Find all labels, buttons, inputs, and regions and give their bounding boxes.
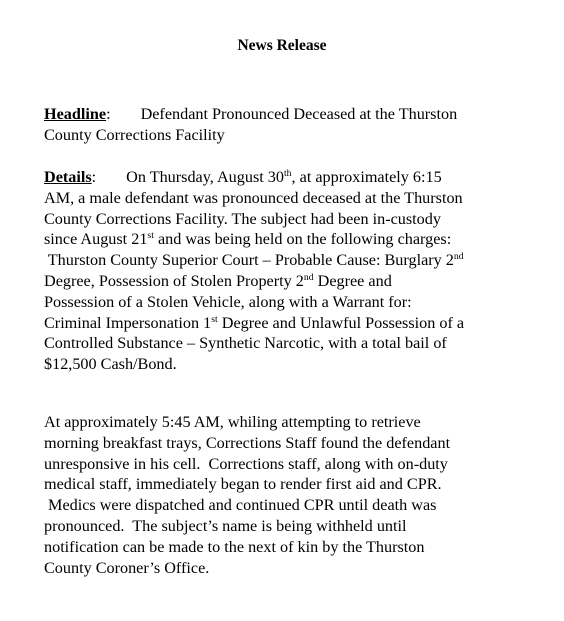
headline-colon: : bbox=[106, 105, 111, 123]
details-text: On Thursday, August 30 bbox=[126, 168, 284, 186]
headline-label: Headline bbox=[44, 105, 107, 123]
details-text: Criminal Impersonation 1 bbox=[44, 313, 212, 332]
details-line-8 bbox=[44, 313, 544, 334]
headline-section bbox=[44, 104, 544, 146]
details-line-6 bbox=[44, 271, 544, 292]
superscript: nd bbox=[303, 272, 314, 284]
paragraph-line-1: At approximately 5:45 AM, whiling attempting to retrieve bbox=[44, 413, 421, 431]
superscript: nd bbox=[453, 251, 464, 263]
details-line-1 bbox=[44, 167, 544, 188]
incident-paragraph bbox=[44, 412, 544, 578]
details-label: Details bbox=[44, 168, 92, 186]
details-text: Degree and bbox=[313, 271, 392, 290]
superscript: st bbox=[211, 313, 218, 325]
headline-text-1: Defendant Pronounced Deceased at the Thurston bbox=[140, 105, 458, 123]
paragraph-line-3: unresponsive in his cell. Corrections staff, along with on-duty bbox=[44, 454, 448, 473]
paragraph-line-7: notification can be made to the next of kin by the Thurston bbox=[44, 537, 425, 556]
page-title: News Release bbox=[237, 37, 327, 54]
paragraph-line-2: morning breakfast trays, Corrections Staff found the defendant bbox=[44, 433, 451, 452]
details-colon: : bbox=[91, 168, 97, 186]
details-line-4 bbox=[44, 229, 544, 250]
details-line-9: Controlled Substance – Synthetic Narcotic, with a total bail of bbox=[44, 334, 447, 353]
details-text: since August 21 bbox=[44, 230, 148, 249]
details-text: Degree, Possession of Stolen Property 2 bbox=[44, 271, 304, 290]
headline-line-2: County Corrections Facility bbox=[44, 125, 225, 144]
details-line-7: Possession of a Stolen Vehicle, along with a Warrant for: bbox=[44, 292, 412, 311]
details-text: and was being held on the following charges: bbox=[153, 230, 452, 249]
superscript: st bbox=[147, 230, 154, 242]
details-line-5 bbox=[44, 250, 544, 271]
headline-line-1 bbox=[44, 104, 544, 125]
details-line-2: AM, a male defendant was pronounced deceased at the Thurston bbox=[44, 188, 463, 207]
paragraph-line-5: Medics were dispatched and continued CPR until death was bbox=[44, 496, 437, 515]
details-text: , at approximately 6:15 bbox=[291, 168, 442, 186]
paragraph-line-4: medical staff, immediately began to render first aid and CPR. bbox=[44, 475, 442, 494]
details-text: Thurston County Superior Court – Probable Cause: Burglary 2 bbox=[44, 251, 454, 270]
details-section bbox=[44, 167, 544, 375]
paragraph-line-8: County Coroner’s Office. bbox=[44, 558, 210, 577]
superscript: th bbox=[283, 168, 292, 180]
details-text: Degree and Unlawful Possession of a bbox=[217, 313, 465, 332]
paragraph-line-6: pronounced. The subject’s name is being withheld until bbox=[44, 516, 407, 535]
details-line-10: $12,500 Cash/Bond. bbox=[44, 355, 177, 374]
details-line-3: County Corrections Facility. The subject had been in-custody bbox=[44, 209, 441, 228]
